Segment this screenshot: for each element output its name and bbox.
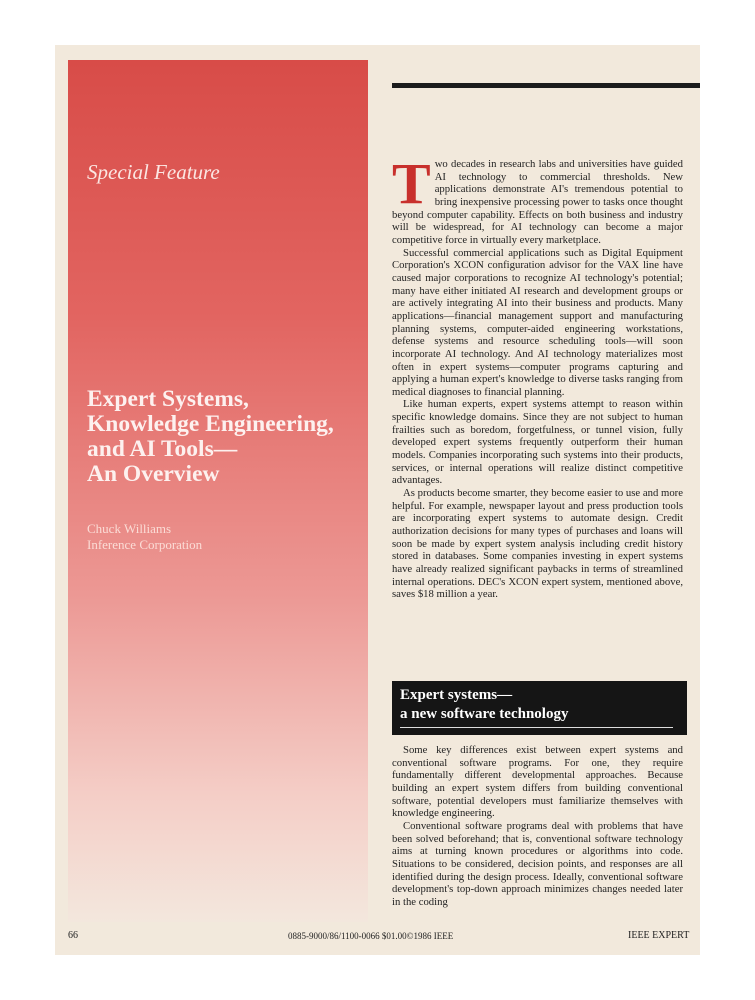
paragraph: Conventional software programs deal with problems that have been solved beforehand; that is, conventional software technology aims at turning known procedures or algorithms into code. Situations to be considered, decision points, and responses are all identified during the design process. Ideally, conventional software development's top-down approach minimizes changes needed later in the coding <box>392 819 683 908</box>
author-name: Chuck Williams <box>87 521 172 536</box>
section-heading-line: Expert systems— <box>400 687 513 703</box>
article-body-section <box>392 744 683 909</box>
page-number: 66 <box>68 930 78 941</box>
article-title-line: and AI Tools— <box>87 436 238 462</box>
paragraph: As products become smarter, they become easier to use and more helpful. For example, newspaper layout and press production tools are incorporating expert systems to automate design. Credit authorization decisions for many types of purchases and loans will soon be made by expert system analysis including credit history stored in databases. Some companies investing in expert systems have already realized significant paybacks in terms of streamlined internal operations. DEC's XCON expert system, mentioned above, saves $18 million a year. <box>392 487 683 601</box>
paragraph: Like human experts, expert systems attempt to reason within specific knowledge domains. Since they are not subject to human frailties such as boredom, forgetfulness, or tunnel vision, fully developed expert systems frequently outperform their human models. Companies incorporating such systems into their products, services, or internal operations will realize distinct competitive advantages. <box>392 398 683 487</box>
copyright-citation: 0885-9000/86/1100-0066 $01.00©1986 IEEE <box>288 931 454 941</box>
article-body-intro <box>392 151 683 601</box>
paragraph: Successful commercial applications such as Digital Equipment Corporation's XCON configuration advisor for the VAX line have caused major corporations to recognize AI technology's potential; many have either initiated AI research and development groups or are actively integrating AI into their business and products. Many applications—financial management support and manufacturing planning systems, computer-aided engineering workstations, defense systems and resource scheduling tools—will soon incorporate AI technology. And AI technology materializes most often in expert systems—computer programs capturing and applying a human expert's knowledge to diverse tasks ranging from medical diagnoses to financial planning. <box>392 246 683 398</box>
article-title <box>87 387 367 487</box>
author-block <box>87 521 202 553</box>
title-sidebar <box>68 60 368 922</box>
paragraph: Some key differences exist between expert systems and conventional software programs. For one, they require fundamentally different developmental approaches. Because building an expert system differs from building conventional software, potential developers must familiarize themselves with knowledge engineering. <box>392 744 683 820</box>
header-rule <box>392 83 700 88</box>
article-title-line: An Overview <box>87 461 220 487</box>
drop-cap: T <box>392 151 431 216</box>
section-heading-line: a new software technology <box>400 706 569 722</box>
section-heading <box>392 681 687 735</box>
paragraph: Two decades in research labs and universities have guided AI technology to commercial thresholds. New applications demonstrate AI's tremendous potential to bring inexpensive processing power to tasks once thought beyond computer capability. Effects on both business and industry will be widespread, for AI technology can become a major competitive force in virtually every marketplace. <box>392 151 683 246</box>
section-heading-underline <box>400 727 673 728</box>
section-label: Special Feature <box>87 160 220 184</box>
article-title-line: Knowledge Engineering, <box>87 411 334 437</box>
author-affiliation: Inference Corporation <box>87 537 203 552</box>
journal-name: IEEE EXPERT <box>628 930 690 941</box>
article-title-line: Expert Systems, <box>87 386 249 412</box>
